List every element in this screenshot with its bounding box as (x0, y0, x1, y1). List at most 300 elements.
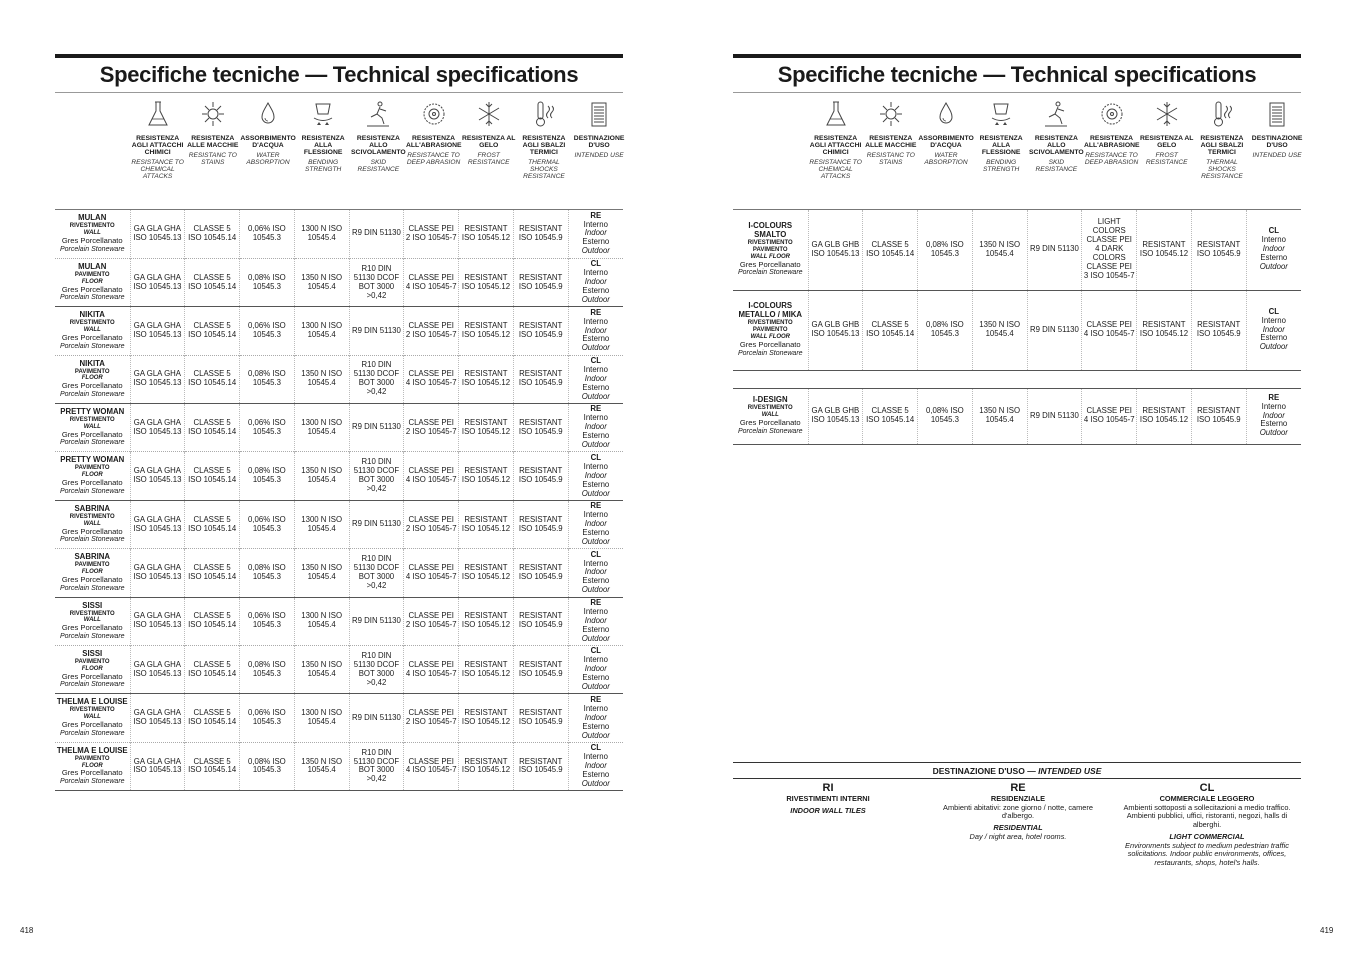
use-indoor-en: Indoor (584, 422, 607, 432)
product-name: MULAN (78, 213, 107, 223)
spec-chem: GA GLB GHB ISO 10545.13 (808, 290, 863, 370)
use-outdoor-en: Outdoor (581, 585, 610, 595)
table-row (733, 210, 1301, 290)
use-code: CL (590, 646, 602, 656)
spec-frost: RESISTANT ISO 10545.12 (1137, 388, 1192, 444)
product-cell (55, 646, 130, 694)
use-indoor-it: Interno (583, 703, 608, 713)
column-header (461, 135, 516, 181)
spec-thermal: RESISTANT ISO 10545.9 (1191, 388, 1246, 444)
use-code: CL (590, 743, 602, 753)
water-drop-icon (240, 94, 295, 134)
use-outdoor-it: Esterno (582, 576, 610, 586)
spec-intended-use (568, 742, 623, 790)
product-material-en: Porcelain Stoneware (59, 536, 125, 544)
spec-chem: GA GLA GHA ISO 10545.13 (130, 452, 185, 500)
spec-water: 0,08% ISO 10545.3 (918, 388, 973, 444)
use-outdoor-it: Esterno (582, 673, 610, 683)
slip-person-icon (351, 94, 406, 134)
spec-bend: 1350 N ISO 10545.4 (294, 646, 349, 694)
spec-abr: CLASSE PEI 4 ISO 10545-7 (404, 452, 459, 500)
page-title: Specifiche tecniche — Technical specifications (99, 62, 579, 87)
product-name: NIKITA (79, 358, 105, 368)
product-type: RIVESTIMENTO (69, 223, 115, 230)
use-indoor-en: Indoor (584, 325, 607, 335)
product-material-en: Porcelain Stoneware (59, 584, 125, 592)
product-material-en: Porcelain Stoneware (59, 439, 125, 447)
spec-intended-use (568, 597, 623, 645)
use-outdoor-it: Esterno (1260, 333, 1288, 343)
spec-chem: GA GLB GHB ISO 10545.13 (808, 210, 863, 290)
product-type: RIVESTIMENTO PAVIMENTO (747, 239, 793, 253)
intended-use-legend (733, 762, 1301, 868)
chemical-flask-icon (808, 94, 863, 134)
spec-water: 0,06% ISO 10545.3 (240, 307, 295, 355)
use-outdoor-en: Outdoor (581, 682, 610, 692)
spec-bend: 1300 N ISO 10545.4 (294, 500, 349, 548)
product-name: SABRINA (74, 503, 111, 513)
spec-skid: R10 DIN 51130 DCOF BOT 3000 >0,42 (349, 646, 404, 694)
header-en: BENDING STRENGTH (305, 159, 342, 174)
spec-thermal: RESISTANT ISO 10545.9 (513, 742, 568, 790)
header-it: RESISTENZA ALLE MACCHIE (865, 135, 917, 150)
product-name: PRETTY WOMAN (60, 455, 125, 465)
spec-water: 0,06% ISO 10545.3 (240, 210, 295, 258)
icon-row (130, 94, 627, 134)
product-material: Gres Porcellanato (61, 768, 123, 778)
product-material: Gres Porcellanato (61, 381, 123, 391)
chemical-flask-icon (130, 94, 185, 134)
spec-frost: RESISTANT ISO 10545.12 (1137, 210, 1192, 290)
use-indoor-en: Indoor (584, 519, 607, 529)
header-it: RESISTENZA ALLA FLESSIONE (979, 135, 1023, 157)
spec-frost: RESISTANT ISO 10545.12 (459, 646, 514, 694)
spec-stain: CLASSE 5 ISO 10545.14 (185, 694, 240, 742)
use-indoor-it: Interno (583, 219, 608, 229)
spec-frost: RESISTANT ISO 10545.12 (459, 404, 514, 452)
row-gap (733, 370, 1301, 388)
product-cell (55, 307, 130, 355)
use-indoor-it: Interno (583, 510, 608, 520)
table-row (55, 549, 623, 597)
product-material: Gres Porcellanato (61, 671, 123, 681)
product-material: Gres Porcellanato (61, 235, 123, 245)
use-outdoor-it: Esterno (582, 334, 610, 344)
product-type: PAVIMENTO (74, 368, 110, 375)
spec-frost: RESISTANT ISO 10545.12 (459, 307, 514, 355)
header-en: WATER ABSORPTION (924, 152, 968, 167)
spec-abr: CLASSE PEI 4 ISO 10545-7 (1082, 290, 1137, 370)
use-indoor-en: Indoor (584, 712, 607, 722)
product-type: PAVIMENTO (74, 755, 110, 762)
spec-water: 0,08% ISO 10545.3 (240, 258, 295, 306)
product-material-en: Porcelain Stoneware (59, 633, 125, 641)
use-indoor-en: Indoor (584, 567, 607, 577)
spec-skid: R9 DIN 51130 (349, 404, 404, 452)
header-it: DESTINAZIONE D'USO (1251, 135, 1303, 150)
header-it: ASSORBIMENTO D'ACQUA (918, 135, 974, 150)
spec-intended-use (568, 646, 623, 694)
use-code: RE (590, 501, 602, 511)
table-row (55, 452, 623, 500)
title-rule (55, 92, 623, 93)
spec-bend: 1300 N ISO 10545.4 (294, 404, 349, 452)
use-outdoor-it: Esterno (582, 721, 610, 731)
product-cell (55, 694, 130, 742)
spec-table-left (55, 210, 623, 791)
product-material: Gres Porcellanato (61, 623, 123, 633)
product-name: THELMA E LOUISE (56, 697, 128, 707)
spec-chem: GA GLA GHA ISO 10545.13 (130, 404, 185, 452)
use-outdoor-en: Outdoor (581, 343, 610, 353)
spec-frost: RESISTANT ISO 10545.12 (1137, 290, 1192, 370)
spec-bend: 1350 N ISO 10545.4 (294, 742, 349, 790)
product-name: NIKITA (79, 310, 105, 320)
product-material: Gres Porcellanato (61, 429, 123, 439)
product-material-en: Porcelain Stoneware (59, 245, 125, 253)
product-material: Gres Porcellanato (61, 284, 123, 294)
spec-skid: R9 DIN 51130 (1027, 290, 1082, 370)
spec-bend: 1350 N ISO 10545.4 (972, 290, 1027, 370)
column-header (351, 135, 406, 181)
table-row (55, 500, 623, 548)
product-type: PAVIMENTO (74, 562, 110, 569)
spec-chem: GA GLA GHA ISO 10545.13 (130, 307, 185, 355)
header-en: INTENDED USE (1252, 152, 1302, 160)
header-en: RESISTANC TO STAINS (866, 152, 915, 167)
table-row (55, 258, 623, 306)
header-en: RESISTANC TO STAINS (188, 152, 237, 167)
product-type-en: WALL (761, 412, 779, 419)
product-material-en: Porcelain Stoneware (59, 487, 125, 495)
use-code: RE (590, 694, 602, 704)
spec-bend: 1300 N ISO 10545.4 (294, 597, 349, 645)
product-type-en: FLOOR (81, 665, 103, 672)
header-it: RESISTENZA ALLE MACCHIE (187, 135, 239, 150)
spec-water: 0,06% ISO 10545.3 (240, 500, 295, 548)
use-code: CL (590, 549, 602, 559)
spec-thermal: RESISTANT ISO 10545.9 (513, 549, 568, 597)
spec-intended-use (568, 404, 623, 452)
use-outdoor-it: Esterno (582, 624, 610, 634)
use-code: CL (590, 452, 602, 462)
product-type-en: WALL (83, 423, 101, 430)
spec-abr: CLASSE PEI 4 ISO 10545-7 (1082, 388, 1137, 444)
product-cell (733, 290, 808, 370)
spec-stain: CLASSE 5 ISO 10545.14 (185, 355, 240, 403)
spec-water: 0,08% ISO 10545.3 (240, 646, 295, 694)
use-indoor-it: Interno (583, 268, 608, 278)
table-row (55, 355, 623, 403)
spec-chem: GA GLA GHA ISO 10545.13 (130, 549, 185, 597)
use-code: RE (1268, 392, 1280, 402)
spec-chem: GA GLA GHA ISO 10545.13 (130, 597, 185, 645)
product-type: RIVESTIMENTO (69, 513, 115, 520)
spec-water: 0,06% ISO 10545.3 (240, 404, 295, 452)
spec-intended-use (1246, 388, 1301, 444)
spec-thermal: RESISTANT ISO 10545.9 (513, 500, 568, 548)
product-material-en: Porcelain Stoneware (59, 681, 125, 689)
use-outdoor-it: Esterno (582, 431, 610, 441)
spec-abr: CLASSE PEI 2 ISO 10545-7 (404, 307, 459, 355)
header-it: ASSORBIMENTO D'ACQUA (240, 135, 296, 150)
spec-skid: R9 DIN 51130 (349, 694, 404, 742)
column-header (296, 135, 351, 181)
spec-skid: R10 DIN 51130 DCOF BOT 3000 >0,42 (349, 549, 404, 597)
thermal-shock-icon (516, 94, 571, 134)
header-it: RESISTENZA AGLI SBALZI TERMICI (1200, 135, 1244, 157)
spec-stain: CLASSE 5 ISO 10545.14 (863, 388, 918, 444)
column-header (516, 135, 571, 181)
column-headers (130, 135, 627, 181)
top-rule (55, 54, 623, 58)
spec-abr: CLASSE PEI 4 ISO 10545-7 (404, 742, 459, 790)
use-code: RE (590, 404, 602, 414)
spec-thermal: RESISTANT ISO 10545.9 (513, 258, 568, 306)
use-indoor-it: Interno (583, 752, 608, 762)
product-cell (733, 210, 808, 290)
spec-chem: GA GLA GHA ISO 10545.13 (130, 500, 185, 548)
header-en: THERMAL SHOCKS RESISTANCE (1201, 159, 1243, 181)
use-outdoor-en: Outdoor (581, 246, 610, 256)
use-code: CL (1268, 306, 1280, 316)
spec-intended-use (1246, 290, 1301, 370)
product-type-en: WALL (83, 230, 101, 237)
spec-chem: GA GLA GHA ISO 10545.13 (130, 355, 185, 403)
column-header (808, 135, 863, 181)
spec-skid: R9 DIN 51130 (1027, 210, 1082, 290)
spec-abr: CLASSE PEI 2 ISO 10545-7 (404, 210, 459, 258)
product-type-en: FLOOR (81, 762, 103, 769)
product-cell (55, 597, 130, 645)
product-type-en: WALL (83, 327, 101, 334)
product-type-en: WALL (83, 617, 101, 624)
use-indoor-en: Indoor (584, 761, 607, 771)
spec-chem: GA GLA GHA ISO 10545.13 (130, 742, 185, 790)
spec-abr: LIGHT COLORS CLASSE PEI 4 DARK COLORS CLASSE PEI 3 ISO 10545-7 (1082, 210, 1137, 290)
use-code: CL (590, 259, 602, 269)
product-material: Gres Porcellanato (61, 478, 123, 488)
spec-frost: RESISTANT ISO 10545.12 (459, 452, 514, 500)
spec-abr: CLASSE PEI 4 ISO 10545-7 (404, 355, 459, 403)
header-en: RESISTANCE TO DEEP ABRASION (406, 152, 461, 167)
spec-intended-use (568, 307, 623, 355)
spec-frost: RESISTANT ISO 10545.12 (459, 258, 514, 306)
header-en: BENDING STRENGTH (983, 159, 1020, 174)
table-row (55, 307, 623, 355)
product-type: RIVESTIMENTO PAVIMENTO (747, 320, 793, 334)
product-name: I-COLOURS METALLO / MIKA (738, 301, 803, 320)
header-en: INTENDED USE (574, 152, 624, 160)
legend-col-cl: CL COMMERCIALE LEGGERO Ambienti sottoposti a sollecitazioni a medio traffico. Ambienti pubblici, uffici, ristoranti, negozi, halls di alberghi. LIGHT COMMERCIAL Environments subject to medium pedestrian traffic solicitations. Indoor public environments, offices, restaurants, shops, hotel's halls. (1123, 782, 1291, 868)
header-en: RESISTANCE TO DEEP ABRASION (1084, 152, 1139, 167)
header-en: FROST RESISTANCE (467, 152, 510, 167)
page-number-right: 419 (1320, 926, 1334, 935)
table-row (55, 694, 623, 742)
spec-intended-use (568, 549, 623, 597)
column-header (1139, 135, 1194, 181)
product-type-en: WALL FLOOR (750, 334, 791, 341)
product-name: PRETTY WOMAN (60, 407, 125, 416)
header-en: THERMAL SHOCKS RESISTANCE (523, 159, 565, 181)
spec-intended-use (568, 355, 623, 403)
product-name: MULAN (78, 261, 107, 271)
bending-icon (974, 94, 1029, 134)
use-indoor-en: Indoor (1262, 410, 1285, 420)
product-type: PAVIMENTO (74, 465, 110, 472)
use-outdoor-it: Esterno (582, 479, 610, 489)
column-header (240, 135, 295, 181)
header-it: RESISTENZA AGLI SBALZI TERMICI (522, 135, 566, 157)
product-material: Gres Porcellanato (61, 720, 123, 730)
spec-abr: CLASSE PEI 4 ISO 10545-7 (404, 258, 459, 306)
header-it: RESISTENZA AL GELO (1139, 135, 1194, 150)
product-type: RIVESTIMENTO (69, 610, 115, 617)
spec-abr: CLASSE PEI 2 ISO 10545-7 (404, 694, 459, 742)
product-material: Gres Porcellanato (61, 332, 123, 342)
use-indoor-it: Interno (583, 413, 608, 423)
product-material-en: Porcelain Stoneware (59, 294, 125, 302)
header-en: RESISTANCE TO CHEMICAL ATTACKS (809, 159, 862, 181)
stain-splash-icon (185, 94, 240, 134)
use-indoor-en: Indoor (584, 615, 607, 625)
table-row (55, 742, 623, 790)
use-indoor-it: Interno (583, 655, 608, 665)
column-header (406, 135, 461, 181)
spec-thermal: RESISTANT ISO 10545.9 (513, 307, 568, 355)
spec-frost: RESISTANT ISO 10545.12 (459, 210, 514, 258)
spec-thermal: RESISTANT ISO 10545.9 (513, 646, 568, 694)
header-it: RESISTENZA ALL'ABRASIONE (405, 135, 462, 150)
spec-abr: CLASSE PEI 2 ISO 10545-7 (404, 597, 459, 645)
spec-abr: CLASSE PEI 2 ISO 10545-7 (404, 404, 459, 452)
use-outdoor-en: Outdoor (1259, 262, 1288, 272)
use-outdoor-it: Esterno (1260, 253, 1288, 263)
water-drop-icon (918, 94, 973, 134)
legend-col-re: RE RESIDENZIALE Ambienti abitativi: zone giorno / notte, camere d'albergo. RESIDENTIAL Day / night area, hotel rooms. (943, 782, 1093, 841)
product-name: SISSI (82, 648, 103, 658)
product-material: Gres Porcellanato (739, 339, 801, 349)
spec-table-right (733, 210, 1301, 445)
column-header (1029, 135, 1084, 181)
use-indoor-it: Interno (583, 316, 608, 326)
use-outdoor-en: Outdoor (581, 730, 610, 740)
spec-stain: CLASSE 5 ISO 10545.14 (185, 500, 240, 548)
product-cell (55, 452, 130, 500)
column-header (130, 135, 185, 181)
use-outdoor-it: Esterno (582, 769, 610, 779)
product-material-en: Porcelain Stoneware (59, 729, 125, 737)
header-it: RESISTENZA ALLA FLESSIONE (301, 135, 345, 157)
use-code: RE (590, 307, 602, 317)
use-indoor-en: Indoor (1262, 324, 1285, 334)
table-row (55, 210, 623, 258)
frost-snowflake-icon (1139, 94, 1194, 134)
product-name: SABRINA (74, 552, 111, 562)
product-material: Gres Porcellanato (61, 526, 123, 536)
spec-frost: RESISTANT ISO 10545.12 (459, 597, 514, 645)
product-cell (55, 210, 130, 258)
spec-thermal: RESISTANT ISO 10545.9 (513, 355, 568, 403)
product-cell (55, 258, 130, 306)
spec-thermal: RESISTANT ISO 10545.9 (513, 452, 568, 500)
spec-intended-use (1246, 210, 1301, 290)
spec-bend: 1350 N ISO 10545.4 (294, 549, 349, 597)
spec-water: 0,08% ISO 10545.3 (240, 549, 295, 597)
use-indoor-it: Interno (583, 558, 608, 568)
spec-bend: 1300 N ISO 10545.4 (294, 210, 349, 258)
spec-skid: R9 DIN 51130 (1027, 388, 1082, 444)
column-header (1084, 135, 1139, 181)
abrasion-disc-icon (1084, 94, 1139, 134)
spec-chem: GA GLA GHA ISO 10545.13 (130, 258, 185, 306)
use-outdoor-en: Outdoor (581, 633, 610, 643)
spec-abr: CLASSE PEI 2 ISO 10545-7 (404, 500, 459, 548)
header-it: RESISTENZA AGLI ATTACCHI CHIMICI (809, 135, 862, 157)
thermal-shock-icon (1194, 94, 1249, 134)
column-header (863, 135, 918, 181)
stain-splash-icon (863, 94, 918, 134)
product-material: Gres Porcellanato (739, 417, 801, 427)
spec-bend: 1300 N ISO 10545.4 (294, 307, 349, 355)
product-type-en: FLOOR (81, 375, 103, 382)
spec-water: 0,08% ISO 10545.3 (240, 452, 295, 500)
spec-frost: RESISTANT ISO 10545.12 (459, 355, 514, 403)
spec-stain: CLASSE 5 ISO 10545.14 (185, 210, 240, 258)
table-row (733, 290, 1301, 370)
spec-skid: R10 DIN 51130 DCOF BOT 3000 >0,42 (349, 452, 404, 500)
use-indoor-it: Interno (583, 364, 608, 374)
spec-frost: RESISTANT ISO 10545.12 (459, 500, 514, 548)
spec-chem: GA GLB GHB ISO 10545.13 (808, 388, 863, 444)
use-indoor-en: Indoor (584, 664, 607, 674)
header-en: SKID RESISTANCE (1035, 159, 1078, 174)
use-outdoor-en: Outdoor (581, 536, 610, 546)
use-outdoor-en: Outdoor (1259, 428, 1288, 438)
use-outdoor-it: Esterno (582, 237, 610, 247)
spec-bend: 1350 N ISO 10545.4 (294, 355, 349, 403)
spec-thermal: RESISTANT ISO 10545.9 (1191, 210, 1246, 290)
table-row (55, 404, 623, 452)
column-header (1250, 135, 1305, 181)
page-right (733, 0, 1301, 958)
spec-water: 0,06% ISO 10545.3 (240, 694, 295, 742)
spec-stain: CLASSE 5 ISO 10545.14 (185, 307, 240, 355)
column-header (918, 135, 973, 181)
product-type-en: WALL (83, 520, 101, 527)
spec-skid: R10 DIN 51130 DCOF BOT 3000 >0,42 (349, 258, 404, 306)
product-material-en: Porcelain Stoneware (59, 778, 125, 786)
spec-stain: CLASSE 5 ISO 10545.14 (185, 258, 240, 306)
use-outdoor-en: Outdoor (581, 391, 610, 401)
use-outdoor-en: Outdoor (1259, 342, 1288, 352)
product-material: Gres Porcellanato (61, 574, 123, 584)
product-material-en: Porcelain Stoneware (737, 269, 803, 277)
product-type-en: FLOOR (81, 569, 103, 576)
use-code: RE (590, 597, 602, 607)
product-cell (733, 388, 808, 444)
product-type-en: FLOOR (81, 472, 103, 479)
table-row (55, 597, 623, 645)
product-name: THELMA E LOUISE (56, 745, 128, 755)
product-cell (55, 500, 130, 548)
product-material: Gres Porcellanato (739, 259, 801, 269)
legend-col-ri: RI RIVESTIMENTI INTERNI INDOOR WALL TILES (786, 782, 870, 815)
column-header (185, 135, 240, 181)
header-it: RESISTENZA AGLI ATTACCHI CHIMICI (131, 135, 184, 157)
spec-skid: R10 DIN 51130 DCOF BOT 3000 >0,42 (349, 742, 404, 790)
spec-stain: CLASSE 5 ISO 10545.14 (863, 290, 918, 370)
